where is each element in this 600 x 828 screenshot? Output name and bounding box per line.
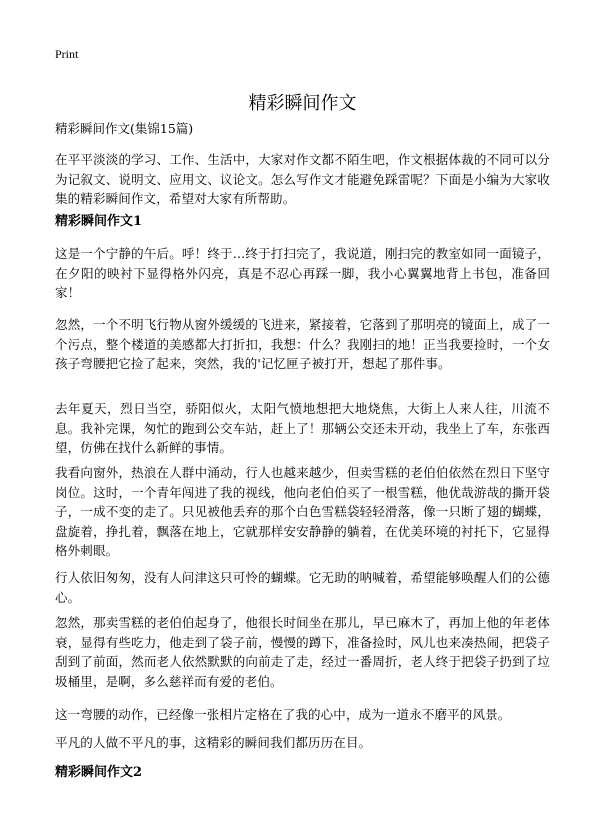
section-1-paragraph-5: 行人依旧匆匆，没有人问津这只可怜的蝴蝶。它无助的呐喊着，希望能够唤醒人们的公德心。 (55, 570, 550, 605)
section-1-paragraph-4: 我看向窗外，热浪在人群中涌动，行人也越来越少，但卖雪糕的老伯伯依然在烈日下坚守岗位。这时，一个青年闯进了我的视线，他向老伯伯买了一根雪糕，他优哉游哉的撕开袋子，一成不变的走了。只见被他丢弃的那个白色雪糕袋轻轻滑落，像一只断了翅的蝴蝶，盘旋着，挣扎着，飘落在地上，它就那样安安静静的躺着，在优美环境的衬托下，它显得格外刺眼。 (55, 465, 550, 558)
document-title: 精彩瞬间作文 (248, 93, 357, 115)
section-1-paragraph-6: 忽然，那卖雪糕的老伯伯起身了，他很长时间坐在那儿，早已麻木了，再加上他的年老体衰，显得有些吃力，他走到了袋子前，慢慢的蹲下，准备捡时，风儿也来凑热闹，把袋子刮到了前面，然而老人依然默默的向前走了走，经过一番周折，老人终于把袋子扔到了垃圾桶里，是啊，多么慈祥而有爱的老伯。 (55, 615, 550, 689)
print-label: Print (55, 47, 79, 61)
section-1-paragraph-3: 去年夏天，烈日当空，骄阳似火，太阳气愤地想把大地烧焦，大街上人来人往，川流不息。我补完课，匆忙的跑到公交车站，赶上了！那辆公交还未开动，我坐上了车，东张西望，仿佛在找什么新鲜的事情。 (55, 401, 550, 455)
section-1-heading: 精彩瞬间作文1 (55, 214, 143, 229)
section-1-paragraph-8: 平凡的人做不平凡的事，这精彩的瞬间我们都历历在目。 (55, 735, 372, 750)
section-1-paragraph-7: 这一弯腰的动作，已经像一张相片定格在了我的心中，成为一道永不磨平的风景。 (55, 707, 511, 722)
section-1-paragraph-2: 忽然，一个不明飞行物从窗外缓缓的飞进来，紧接着，它落到了那明亮的镜面上，成了一个污点，整个楼道的美感都大打折扣，我想：什么？我刚扫的地！正当我要捡时，一个女孩子弯腰把它捡了起来，突然，我的'记忆匣子被打开，想起了那件事。 (55, 317, 550, 371)
section-2-heading: 精彩瞬间作文2 (55, 765, 143, 780)
intro-paragraph: 在平平淡淡的学习、工作、生活中，大家对作文都不陌生吧，作文根据体裁的不同可以分为记叙文、说明文、应用文、议论文。怎么写作文才能避免踩雷呢？下面是小编为大家收集的精彩瞬间作文，希望对大家有所帮助。 (55, 152, 550, 206)
document-subtitle: 精彩瞬间作文(集锦15篇) (55, 121, 194, 136)
section-1-paragraph-1: 这是一个宁静的午后。呼！终于…终于打扫完了，我说道，刚扫完的教室如同一面镜子，在夕阳的映衬下显得格外闪亮，真是不忍心再踩一脚，我小心翼翼地背上书包，准备回家！ (55, 246, 550, 300)
